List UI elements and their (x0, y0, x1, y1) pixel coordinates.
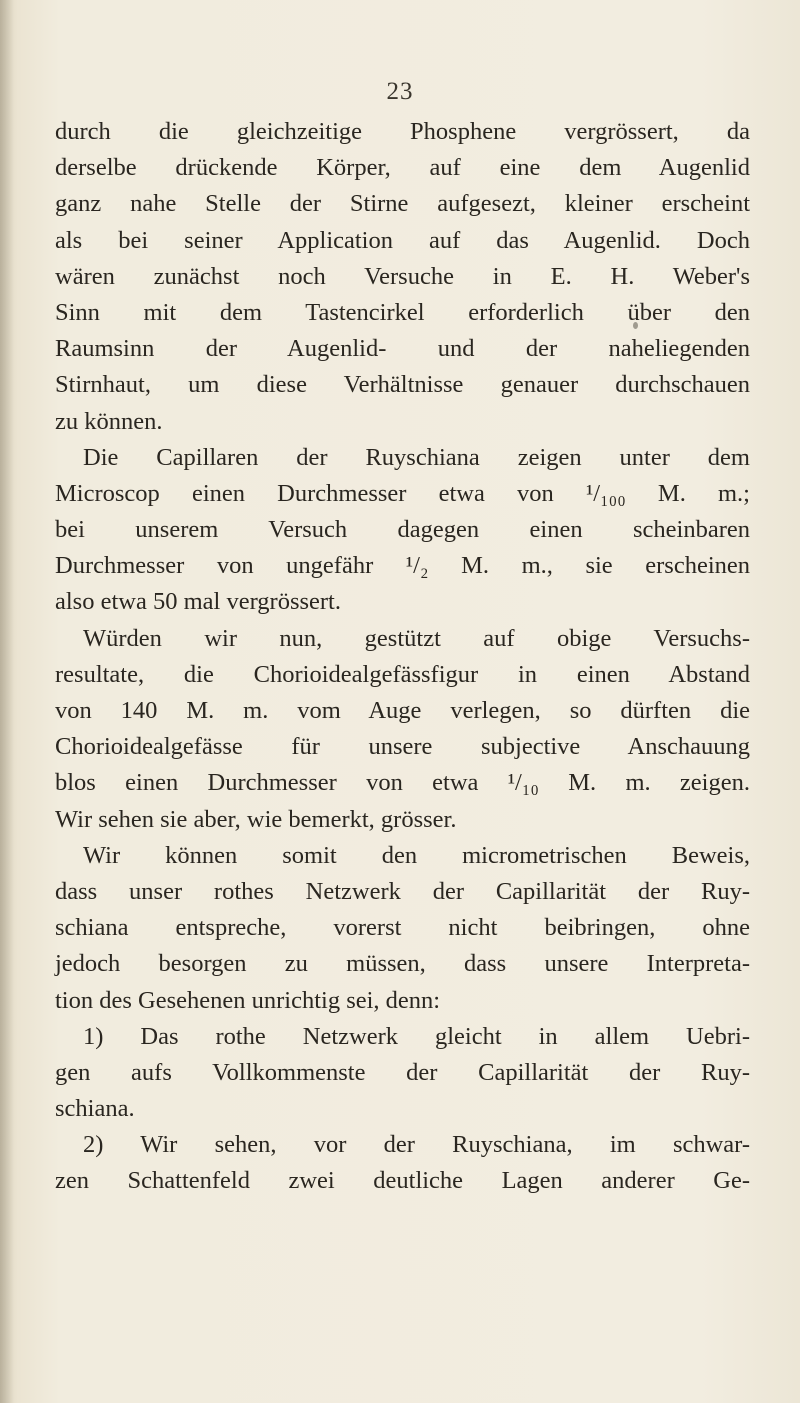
text-line: also etwa 50 mal vergrössert. (55, 588, 341, 616)
text-line: ganz nahe Stelle der Stirne aufgesezt, kleiner erscheint (55, 190, 750, 218)
text-line: 2) Wir sehen, vor der Ruyschiana, im schwar- (83, 1131, 750, 1159)
text-line: Würden wir nun, gestützt auf obige Versuchs- (83, 624, 750, 652)
text-line: Sinn mit dem Tastencirkel erforderlich über den (55, 298, 750, 326)
text-line: derselbe drückende Körper, auf eine dem Augenlid (55, 154, 750, 182)
text-line: Durchmesser von ungefähr ¹/₂ M. m., sie erscheinen (55, 552, 750, 580)
text-line: Stirnhaut, um diese Verhältnisse genauer durchschauen (55, 371, 750, 399)
text-line: resultate, die Chorioidealgefässfigur in einen Abstand (55, 660, 750, 688)
page-number: 23 (386, 78, 414, 105)
text-line: zen Schattenfeld zwei deutliche Lagen anderer Ge- (55, 1167, 750, 1195)
text-line: Microscop einen Durchmesser etwa von ¹/₁₀₀ M. m.; (55, 479, 750, 507)
text-line: 1) Das rothe Netzwerk gleicht in allem Uebri- (83, 1022, 750, 1050)
text-line: als bei seiner Application auf das Augenlid. Doch (55, 226, 750, 254)
text-line: durch die gleichzeitige Phosphene vergrössert, da (55, 118, 750, 145)
ink-smudge (633, 322, 638, 329)
text-line: gen aufs Vollkommenste der Capillarität der Ruy- (55, 1058, 750, 1086)
text-line: bei unserem Versuch dagegen einen scheinbaren (55, 516, 750, 544)
text-line: Wir können somit den micrometrischen Beweis, (83, 841, 750, 869)
text-line: wären zunächst noch Versuche in E. H. Weber's (55, 262, 750, 290)
text-line: schiana. (55, 1095, 135, 1123)
body-text (55, 114, 750, 1200)
text-line: Chorioidealgefässe für unsere subjective Anschauung (55, 733, 750, 761)
text-line: dass unser rothes Netzwerk der Capillarität der Ruy- (55, 877, 750, 905)
text-line: blos einen Durchmesser von etwa ¹/₁₀ M. m. zeigen. (55, 769, 750, 797)
text-line: Raumsinn der Augenlid- und der naheliegenden (55, 335, 750, 363)
text-line: jedoch besorgen zu müssen, dass unsere Interpreta- (55, 950, 750, 978)
text-line: von 140 M. m. vom Auge verlegen, so dürften die (55, 697, 750, 724)
spine-shadow (0, 0, 14, 1403)
text-line: schiana entspreche, vorerst nicht beibringen, ohne (55, 914, 750, 942)
text-line: Die Capillaren der Ruyschiana zeigen unter dem (83, 443, 750, 471)
text-line: tion des Gesehenen unrichtig sei, denn: (55, 986, 441, 1014)
text-line: Wir sehen sie aber, wie bemerkt, grösser. (55, 805, 457, 833)
text-line: zu können. (55, 407, 163, 435)
